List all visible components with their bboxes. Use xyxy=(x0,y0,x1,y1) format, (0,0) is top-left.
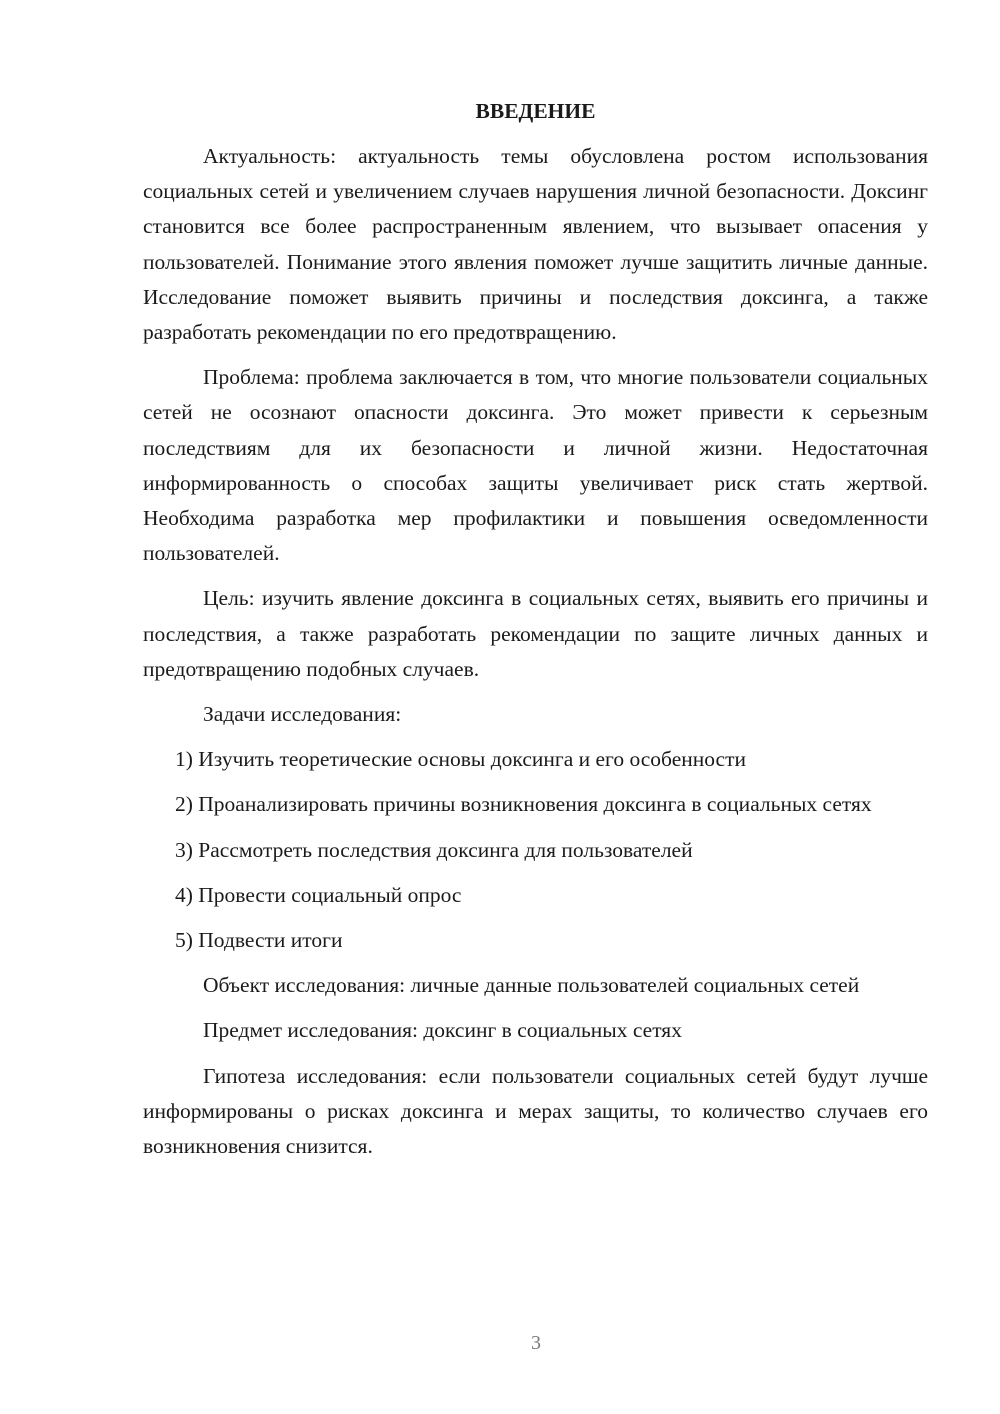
section-title: ВВЕДЕНИЕ xyxy=(475,99,596,123)
page-number: 3 xyxy=(531,1332,541,1354)
paragraph-relevance: Актуальность: актуальность темы обусловлена ростом использования социальных сетей и увеличением случаев нарушения личной безопасности. Доксинг становится все более распространенным явлением, что вызывает опасения у пользователей. Понимание этого явления поможет лучше защитить личные данные. Исследование поможет выявить причины и последствия доксинга, а также разработать рекомендации по его предотвращению. xyxy=(143,144,928,345)
task-item: 4) Провести социальный опрос xyxy=(175,882,462,907)
paragraph-goal: Цель: изучить явление доксинга в социальных сетях, выявить его причины и последствия, а также разработать рекомендации по защите личных данных и предотвращению подобных случаев. xyxy=(143,586,928,681)
paragraph-subject: Предмет исследования: доксинг в социальных сетях xyxy=(203,1018,682,1043)
tasks-heading: Задачи исследования: xyxy=(203,702,402,727)
task-item: 5) Подвести итоги xyxy=(175,928,343,953)
document-page xyxy=(143,94,928,1174)
paragraph-object: Объект исследования: личные данные пользователей социальных сетей xyxy=(203,973,860,998)
paragraph-hypothesis: Гипотеза исследования: если пользователи социальных сетей будут лучше информированы о рисках доксинга и мерах защиты, то количество случаев его возникновения снизится. xyxy=(143,1063,928,1159)
task-item: 3) Рассмотреть последствия доксинга для пользователей xyxy=(175,837,693,862)
task-item: 2) Проанализировать причины возникновения доксинга в социальных сетях xyxy=(175,792,872,817)
task-item: 1) Изучить теоретические основы доксинга и его особенности xyxy=(175,747,746,772)
paragraph-problem: Проблема: проблема заключается в том, что многие пользователи социальных сетей не осознают опасности доксинга. Это может привести к серьезным последствиям для их безопасности и личной жизни. Недостаточная информированность о способах защиты увеличивает риск стать жертвой. Необходима разработка мер профилактики и повышения осведомленности пользователей. xyxy=(143,365,928,566)
